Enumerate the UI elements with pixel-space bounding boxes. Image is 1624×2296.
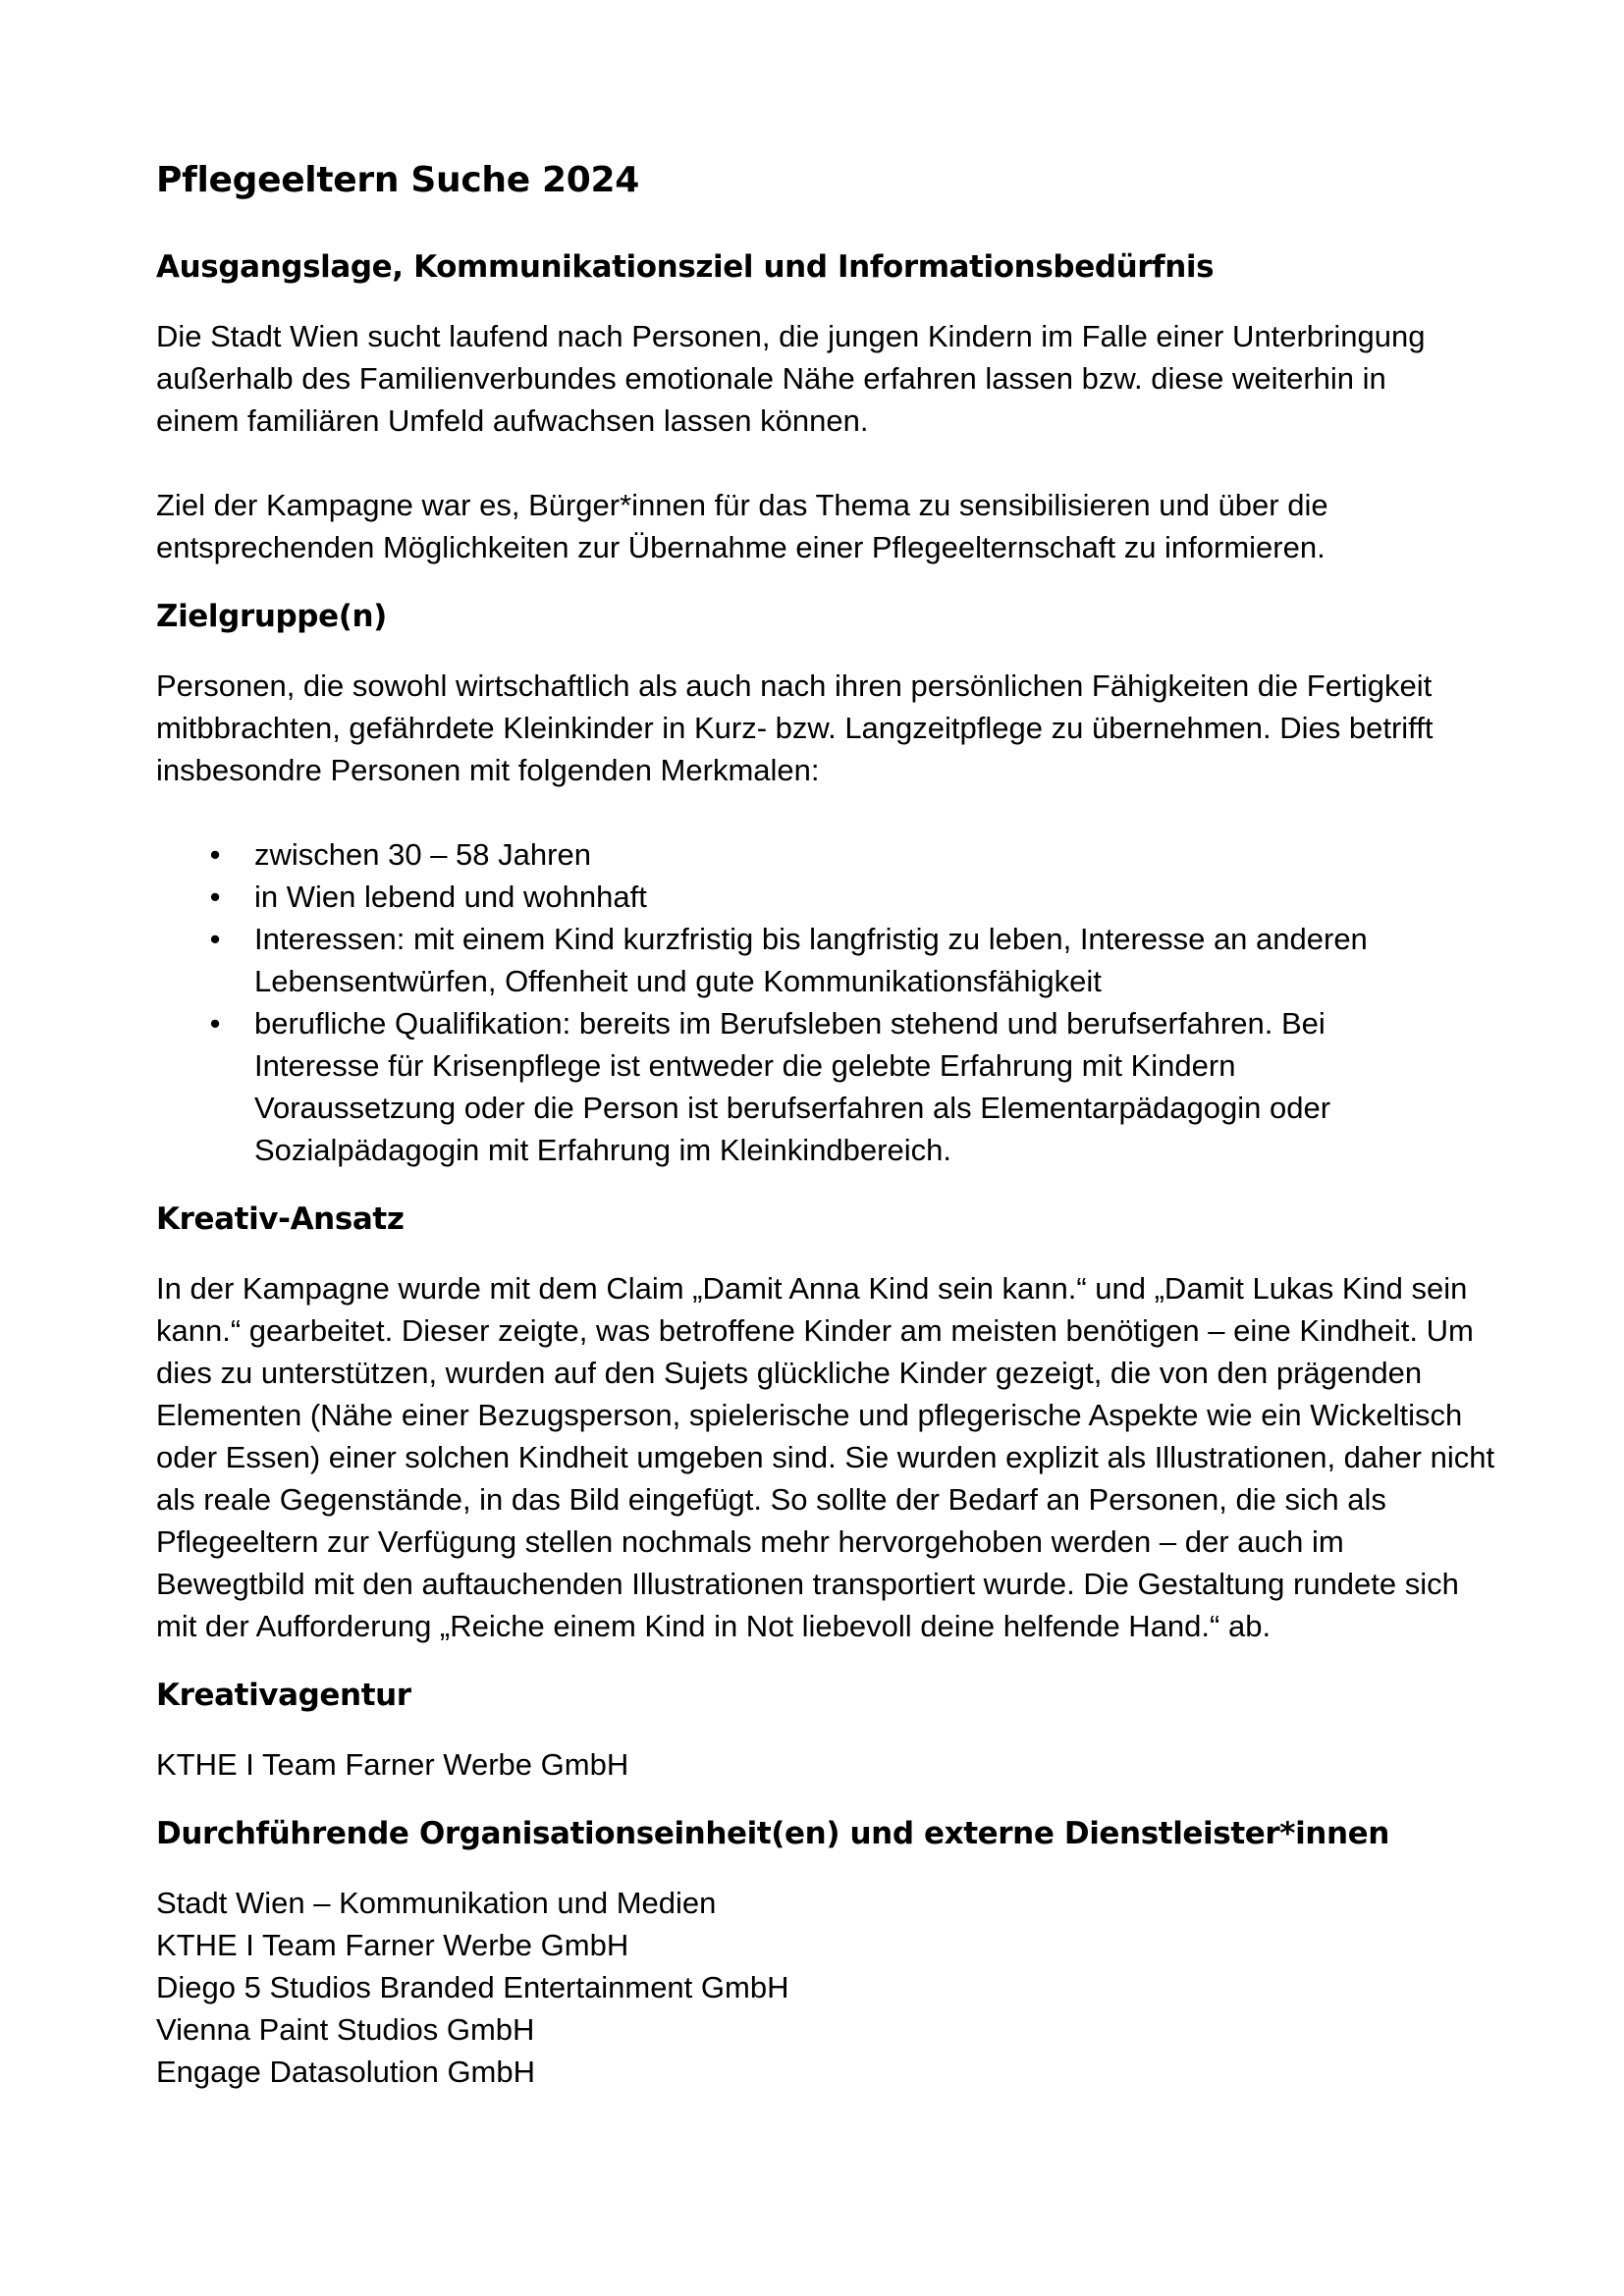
- paragraph-kreativ-ansatz: In der Kampagne wurde mit dem Claim „Damit Anna Kind sein kann.“ und „Damit Lukas Kind sein kann.“ gearbeitet. Dieser zeigte, was betroffene Kinder am meisten benötigen – eine Kindheit. Um dies zu unterstützen, wurden auf den Sujets glückliche Kinder gezeigt, die von den prägenden Elementen (Nähe einer Bezugsperson, spielerische und pflegerische Aspekte wie ein Wickeltisch oder Essen) einer solchen Kindheit umgeben sind. Sie wurden explizit als Illustrationen, daher nicht als reale Gegenstände, in das Bild eingefügt. So sollte der Bedarf an Personen, die sich als Pflegeeltern zur Verfügung stellen nochmals mehr hervorgehoben werden – der auch im Bewegtbild mit den auftauchenden Illustrationen transportiert wurde. Die Gestaltung rundete sich mit der Aufforderung „Reiche einem Kind in Not liebevoll deine helfende Hand.“ ab.: [156, 1271, 1495, 1643]
- list-item: [156, 833, 1491, 876]
- paragraph-kreativagentur: KTHE I Team Farner Werbe GmbH: [156, 1747, 629, 1782]
- bullet-icon: •: [209, 880, 221, 914]
- organisation-list: [156, 1882, 1491, 2093]
- list-item: [156, 918, 1393, 1002]
- bullet-icon: •: [209, 837, 221, 872]
- document-title: Pflegeeltern Suche 2024: [156, 160, 640, 200]
- section-heading-kreativ-ansatz: Kreativ-Ansatz: [156, 1201, 405, 1237]
- list-item-text: Interessen: mit einem Kind kurzfristig bis langfristig zu leben, Interesse an anderen Lebensentwürfen, Offenheit und gute Kommunikationsfähigkeit: [254, 922, 1368, 998]
- document-page: [156, 157, 1495, 2093]
- section-kreativagentur: [156, 1675, 1491, 1786]
- section-heading-zielgruppe: Zielgruppe(n): [156, 599, 387, 634]
- section-heading-ausgangslage: Ausgangslage, Kommunikationsziel und Informationsbedürfnis: [156, 249, 1215, 285]
- list-item-text: in Wien lebend und wohnhaft: [254, 880, 647, 914]
- list-item-text: berufliche Qualifikation: bereits im Berufsleben stehend und berufserfahren. Bei Interesse für Krisenpflege ist entweder die gelebte Erfahrung mit Kindern Voraussetzung oder die Person ist berufserfahren als Elementarpädagogin oder Sozialpädagogin mit Erfahrung im Kleinkindbereich.: [254, 1006, 1331, 1167]
- list-item: [156, 876, 1491, 918]
- section-heading-kreativagentur: Kreativagentur: [156, 1678, 411, 1713]
- list-item: [156, 1002, 1374, 1171]
- organisation-line: Engage Datasolution GmbH: [156, 2055, 536, 2089]
- organisation-line: Vienna Paint Studios GmbH: [156, 2012, 535, 2047]
- section-ausgangslage: [156, 246, 1491, 568]
- section-organisation: [156, 1813, 1491, 2093]
- organisation-line: Stadt Wien – Kommunikation und Medien: [156, 1886, 717, 1920]
- bullet-icon: •: [209, 1006, 221, 1041]
- organisation-line: KTHE I Team Farner Werbe GmbH: [156, 1928, 629, 1962]
- section-zielgruppe: [156, 596, 1491, 1171]
- list-item-text: zwischen 30 – 58 Jahren: [254, 837, 591, 872]
- section-kreativ-ansatz: [156, 1199, 1495, 1647]
- bullet-icon: •: [209, 922, 221, 956]
- section-heading-organisation: Durchführende Organisationseinheit(en) und externe Dienstleister*innen: [156, 1816, 1389, 1851]
- paragraph-ausgangslage-1: Die Stadt Wien sucht laufend nach Personen, die jungen Kindern im Falle einer Unterbringung außerhalb des Familienverbundes emotionale Nähe erfahren lassen bzw. diese weiterhin in einem familiären Umfeld aufwachsen lassen können.: [156, 319, 1426, 438]
- paragraph-zielgruppe: Personen, die sowohl wirtschaftlich als auch nach ihren persönlichen Fähigkeiten die Fertigkeit mitbbrachten, gefährdete Kleinkinder in Kurz- bzw. Langzeitpflege zu übernehmen. Dies betrifft insbesondre Personen mit folgenden Merkmalen:: [156, 668, 1434, 787]
- paragraph-ausgangslage-2: Ziel der Kampagne war es, Bürger*innen für das Thema zu sensibilisieren und über die entsprechenden Möglichkeiten zur Übernahme einer Pflegeelternschaft zu informieren.: [156, 488, 1328, 564]
- zielgruppe-bullet-list: [156, 833, 1491, 1171]
- organisation-line: Diego 5 Studios Branded Entertainment GmbH: [156, 1970, 789, 2004]
